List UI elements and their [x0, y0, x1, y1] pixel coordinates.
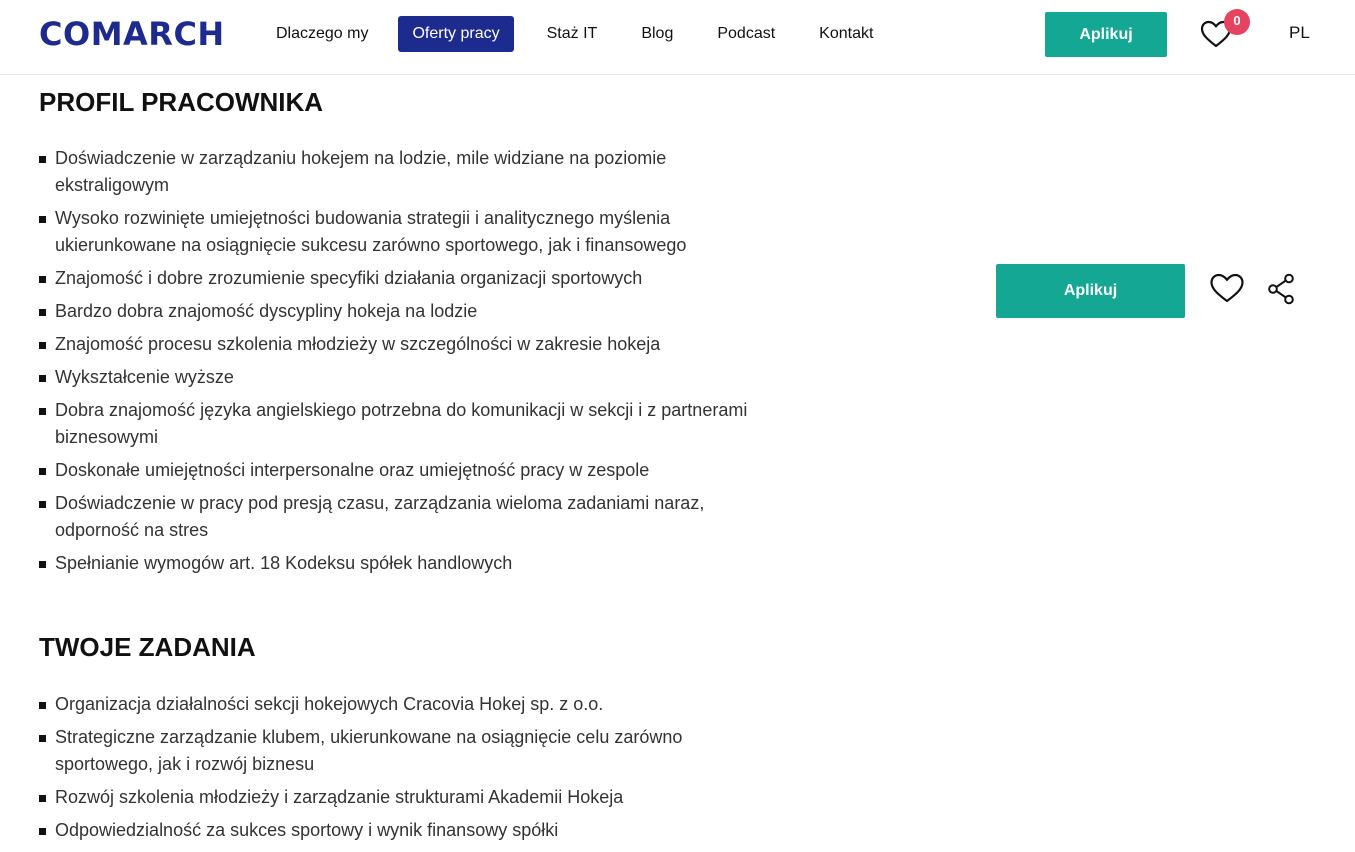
tasks-section-title: TWOJE ZADANIA	[39, 632, 256, 662]
share-icon[interactable]	[1267, 273, 1297, 305]
bullet-icon	[39, 561, 46, 568]
requirement-item-text: Wysoko rozwinięte umiejętności budowania strategii i analitycznego myślenia ukierunkowane na osiągnięcie sukcesu zarówno sportowego, jak i finansowego	[55, 208, 687, 255]
nav-item-blog[interactable]: Blog	[641, 25, 674, 42]
task-item	[39, 784, 759, 811]
bullet-icon	[39, 375, 46, 382]
bullet-icon	[39, 735, 46, 742]
nav-item-kontakt[interactable]: Kontakt	[819, 25, 874, 42]
task-item-text: Organizacja działalności sekcji hokejowych Cracovia Hokej sp. z o.o.	[55, 694, 604, 714]
requirement-item	[39, 397, 759, 451]
bullet-icon	[39, 468, 46, 475]
nav-item-dlaczego-my[interactable]: Dlaczego my	[276, 25, 369, 42]
requirement-item-text: Spełnianie wymogów art. 18 Kodeksu spółek handlowych	[55, 553, 513, 573]
nav-item-oferty-pracy[interactable]: Oferty pracy	[398, 16, 513, 52]
requirement-item-text: Znajomość i dobre zrozumienie specyfiki działania organizacji sportowych	[55, 268, 643, 288]
tasks-list	[39, 691, 759, 850]
requirement-item-text: Doświadczenie w pracy pod presją czasu, zarządzania wieloma zadaniami naraz, odporność na stres	[55, 493, 705, 540]
requirement-item-text: Dobra znajomość języka angielskiego potrzebna do komunikacji w sekcji i z partnerami biznesowymi	[55, 400, 748, 447]
requirement-item	[39, 490, 759, 544]
bullet-icon	[39, 501, 46, 508]
requirement-item	[39, 298, 759, 325]
bullet-icon	[39, 276, 46, 283]
bullet-icon	[39, 795, 46, 802]
requirement-item	[39, 265, 759, 292]
profile-requirements-list	[39, 145, 759, 583]
bullet-icon	[39, 828, 46, 835]
language-switcher[interactable]: PL	[1289, 23, 1310, 42]
bullet-icon	[39, 342, 46, 349]
task-item-text: Strategiczne zarządzanie klubem, ukierunkowane na osiągnięcie celu zarówno sportowego, jak i rozwój biznesu	[55, 727, 683, 774]
task-item	[39, 691, 759, 718]
apply-button[interactable]: Aplikuj	[996, 264, 1185, 318]
requirement-item-text: Znajomość procesu szkolenia młodzieży w szczególności w zakresie hokeja	[55, 334, 661, 354]
requirement-item-text: Bardzo dobra znajomość dyscypliny hokeja na lodzie	[55, 301, 478, 321]
favorites-count-badge: 0	[1224, 9, 1250, 35]
header-apply-button[interactable]: Aplikuj	[1045, 12, 1167, 57]
task-item-text: Rozwój szkolenia młodzieży i zarządzanie strukturami Akademii Hokeja	[55, 787, 624, 807]
bullet-icon	[39, 309, 46, 316]
comarch-logo[interactable]: COMARCH	[39, 15, 225, 53]
nav-item-podcast[interactable]: Podcast	[717, 25, 776, 42]
add-to-favorites-heart-icon[interactable]	[1209, 271, 1245, 305]
main-nav	[258, 16, 891, 52]
nav-item-staz-it[interactable]: Staż IT	[546, 25, 598, 42]
requirement-item-text: Wykształcenie wyższe	[55, 367, 234, 387]
top-navigation-bar	[0, 0, 1355, 75]
requirement-item	[39, 205, 759, 259]
profile-section-title: PROFIL PRACOWNIKA	[39, 87, 324, 117]
bullet-icon	[39, 156, 46, 163]
bullet-icon	[39, 216, 46, 223]
task-item	[39, 724, 759, 778]
requirement-item	[39, 457, 759, 484]
requirement-item	[39, 331, 759, 358]
task-item	[39, 817, 759, 844]
requirement-item	[39, 550, 759, 577]
requirement-item-text: Doskonałe umiejętności interpersonalne oraz umiejętność pracy w zespole	[55, 460, 650, 480]
requirement-item-text: Doświadczenie w zarządzaniu hokejem na lodzie, mile widziane na poziomie ekstraligowym	[55, 148, 667, 195]
requirement-item	[39, 364, 759, 391]
bullet-icon	[39, 702, 46, 709]
task-item-text: Odpowiedzialność za sukces sportowy i wynik finansowy spółki	[55, 820, 559, 840]
requirement-item	[39, 145, 759, 199]
bullet-icon	[39, 408, 46, 415]
